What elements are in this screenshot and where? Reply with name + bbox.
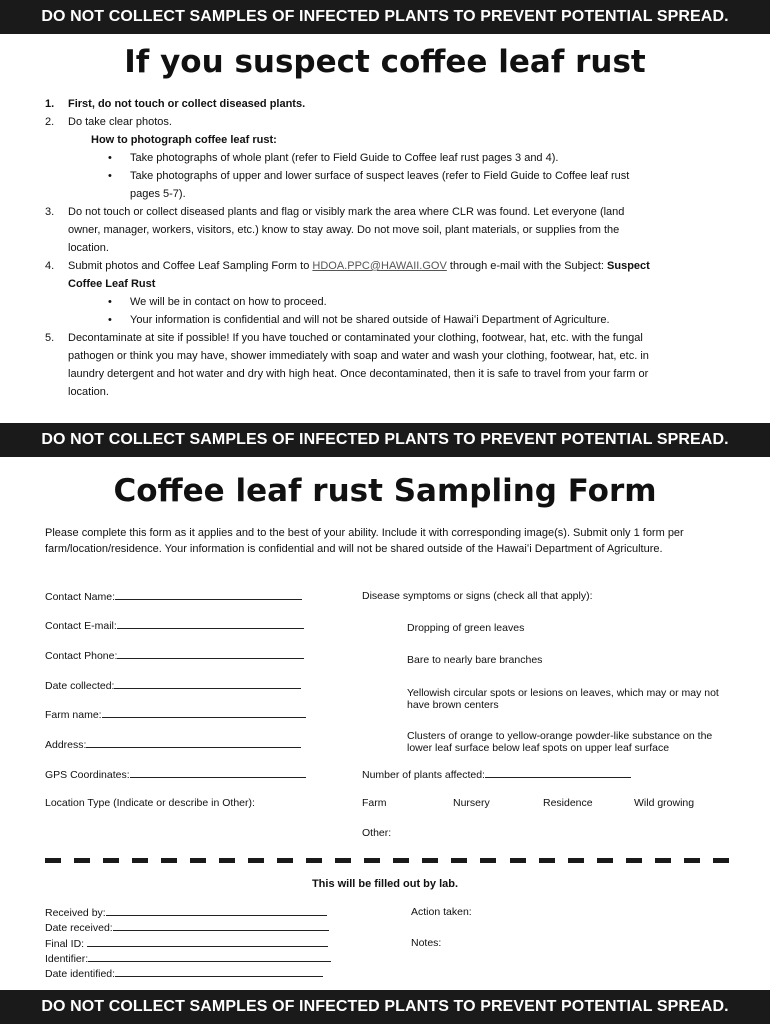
item-text-part: Submit photos and Coffee Leaf Sampling Form to bbox=[68, 260, 313, 272]
item-text: laundry detergent and hot water and dry with high heat. Once decontaminated, then it is safe to travel from your farm or bbox=[68, 368, 649, 380]
gps-field[interactable] bbox=[45, 768, 306, 782]
bullet-icon: • bbox=[108, 152, 112, 164]
list-item bbox=[0, 329, 770, 347]
action-taken-field[interactable]: Action taken: bbox=[411, 906, 472, 918]
form-intro: Please complete this form as it applies and to the best of your ability. Include it with corresponding image(s). Submit only 1 form per farm/location/residence. Your information is confidential and will not be shared outside of the Hawaiʻi Department of Agriculture. bbox=[45, 527, 684, 555]
date-identified-field[interactable] bbox=[45, 967, 323, 981]
final-id-line[interactable] bbox=[87, 937, 328, 947]
received-by-field[interactable] bbox=[45, 906, 327, 920]
item-number: 3. bbox=[45, 206, 55, 218]
bullet-text: Take photographs of upper and lower surface of suspect leaves (refer to Field Guide to Coffee leaf rust bbox=[130, 170, 630, 182]
item-number: 1. bbox=[45, 98, 55, 110]
date-collected-field[interactable] bbox=[45, 679, 301, 693]
symptom-orange-clusters[interactable]: Clusters of orange to yellow-orange powder-like substance on the lower leaf surface below leaf spots on upper leaf surface bbox=[407, 730, 713, 754]
contact-email-line[interactable] bbox=[117, 619, 304, 629]
item-text: First, do not touch or collect diseased plants. bbox=[68, 98, 306, 110]
bullet-icon: • bbox=[108, 314, 112, 326]
email-link[interactable]: HDOA.PPC@HAWAII.GOV bbox=[312, 260, 447, 272]
contact-name-label: Contact Name: bbox=[45, 591, 116, 603]
form-title: Coffee leaf rust Sampling Form bbox=[113, 473, 657, 509]
contact-phone-field[interactable] bbox=[45, 649, 304, 663]
warning-banner-middle: DO NOT COLLECT SAMPLES OF INFECTED PLANTS TO PREVENT POTENTIAL SPREAD. bbox=[0, 423, 770, 457]
bullet-text: We will be in contact on how to proceed. bbox=[130, 296, 327, 308]
received-by-label: Received by: bbox=[45, 907, 106, 919]
item-continuation bbox=[0, 221, 770, 239]
date-collected-line[interactable] bbox=[114, 679, 301, 689]
sub-heading-text: How to photograph coffee leaf rust: bbox=[91, 134, 277, 146]
sub-heading bbox=[0, 131, 770, 149]
location-nursery-option[interactable]: Nursery bbox=[453, 797, 490, 809]
bullet-item bbox=[0, 149, 770, 167]
location-farm-option[interactable]: Farm bbox=[362, 797, 387, 809]
bullet-text: Take photographs of whole plant (refer to Field Guide to Coffee leaf rust pages 3 and 4). bbox=[130, 152, 559, 164]
item-number: 5. bbox=[45, 332, 55, 344]
page-title: If you suspect coffee leaf rust bbox=[124, 44, 646, 80]
symptom-dropping-leaves[interactable]: Dropping of green leaves bbox=[407, 622, 525, 634]
address-label: Address: bbox=[45, 739, 87, 751]
item-continuation bbox=[0, 347, 770, 365]
contact-phone-line[interactable] bbox=[117, 649, 304, 659]
date-identified-line[interactable] bbox=[115, 967, 323, 977]
farm-name-label: Farm name: bbox=[45, 709, 102, 721]
date-received-line[interactable] bbox=[113, 921, 329, 931]
cut-line-divider bbox=[45, 858, 729, 863]
address-line[interactable] bbox=[86, 738, 301, 748]
item-text-part: through e-mail with the Subject: bbox=[446, 260, 608, 272]
subject-text: Coffee Leaf Rust bbox=[68, 278, 156, 290]
item-text: Do not touch or collect diseased plants and flag or visibly mark the area where CLR was found. Let everyone (land bbox=[68, 206, 625, 218]
item-text: location. bbox=[68, 386, 109, 398]
symptom-bare-branches[interactable]: Bare to nearly bare branches bbox=[407, 654, 543, 666]
list-item bbox=[0, 257, 770, 275]
date-received-label: Date received: bbox=[45, 922, 113, 934]
plants-affected-field[interactable] bbox=[362, 768, 631, 782]
item-continuation bbox=[0, 239, 770, 257]
other-field[interactable]: Other: bbox=[362, 827, 392, 839]
item-continuation bbox=[0, 365, 770, 383]
final-id-field[interactable] bbox=[45, 937, 328, 951]
symptoms-label: Disease symptoms or signs (check all that apply): bbox=[362, 590, 593, 602]
contact-email-label: Contact E-mail: bbox=[45, 620, 117, 632]
item-continuation bbox=[0, 383, 770, 401]
identifier-line[interactable] bbox=[88, 952, 331, 962]
final-id-label: Final ID: bbox=[45, 938, 85, 950]
gps-line[interactable] bbox=[130, 768, 306, 778]
contact-name-field[interactable] bbox=[45, 590, 302, 604]
item-number: 4. bbox=[45, 260, 55, 272]
bullet-icon: • bbox=[108, 170, 112, 182]
plants-affected-label: Number of plants affected: bbox=[362, 769, 485, 781]
subject-text: Suspect bbox=[607, 260, 650, 272]
item-text: Decontaminate at site if possible! If you have touched or contaminated your clothing, footwear, hat, etc. with the fungal bbox=[68, 332, 643, 344]
item-text: owner, manager, workers, visitors, etc.) know to stay away. Do not move soil, plant materials, or supplies from the bbox=[68, 224, 620, 236]
list-item bbox=[0, 95, 770, 113]
farm-name-line[interactable] bbox=[102, 708, 306, 718]
bullet-item bbox=[0, 167, 770, 185]
list-item bbox=[0, 203, 770, 221]
bullet-continuation bbox=[0, 185, 770, 203]
instructions-list bbox=[0, 95, 770, 401]
location-type-label: Location Type (Indicate or describe in Other): bbox=[45, 797, 255, 809]
farm-name-field[interactable] bbox=[45, 708, 306, 722]
contact-phone-label: Contact Phone: bbox=[45, 650, 118, 662]
symptom-yellowish-spots[interactable]: Yellowish circular spots or lesions on leaves, which may or may not have brown centers bbox=[407, 687, 719, 711]
warning-banner-bottom: DO NOT COLLECT SAMPLES OF INFECTED PLANTS TO PREVENT POTENTIAL SPREAD. bbox=[0, 990, 770, 1024]
bullet-text: pages 5-7). bbox=[130, 188, 186, 200]
lab-section-note: This will be filled out by lab. bbox=[311, 878, 459, 890]
date-received-field[interactable] bbox=[45, 921, 329, 935]
bullet-text: Your information is confidential and will not be shared outside of Hawaiʻi Department of Agriculture. bbox=[130, 314, 610, 326]
item-text: pathogen or think you may have, shower immediately with soap and water and wash your clothing, footwear, hat, etc. in bbox=[68, 350, 649, 362]
bullet-icon: • bbox=[108, 296, 112, 308]
warning-banner-top: DO NOT COLLECT SAMPLES OF INFECTED PLANTS TO PREVENT POTENTIAL SPREAD. bbox=[0, 0, 770, 34]
date-collected-label: Date collected: bbox=[45, 680, 115, 692]
bullet-item bbox=[0, 311, 770, 329]
identifier-field[interactable] bbox=[45, 952, 331, 966]
gps-label: GPS Coordinates: bbox=[45, 769, 130, 781]
location-residence-option[interactable]: Residence bbox=[543, 797, 593, 809]
bullet-item bbox=[0, 293, 770, 311]
plants-affected-line[interactable] bbox=[485, 768, 631, 778]
list-item bbox=[0, 113, 770, 131]
date-identified-label: Date identified: bbox=[45, 968, 116, 980]
location-wild-option[interactable]: Wild growing bbox=[634, 797, 695, 809]
contact-email-field[interactable] bbox=[45, 619, 304, 633]
item-text: location. bbox=[68, 242, 109, 254]
item-text: Do take clear photos. bbox=[68, 116, 172, 128]
identifier-label: Identifier: bbox=[45, 953, 89, 965]
received-by-line[interactable] bbox=[106, 906, 327, 916]
notes-field[interactable]: Notes: bbox=[411, 937, 442, 949]
item-text bbox=[68, 257, 650, 275]
item-continuation bbox=[0, 275, 770, 293]
address-field[interactable] bbox=[45, 738, 301, 752]
contact-name-line[interactable] bbox=[115, 590, 302, 600]
item-number: 2. bbox=[45, 116, 55, 128]
